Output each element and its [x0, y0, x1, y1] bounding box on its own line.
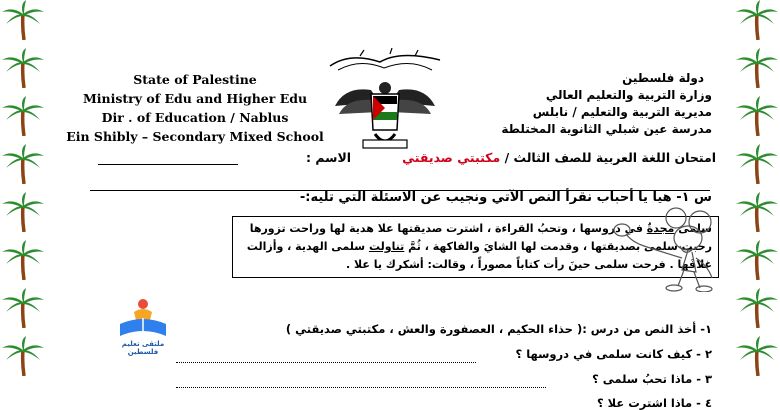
- question-3: ٣ - ماذا تحبُ سلمى ؟: [592, 372, 712, 386]
- question-4: ٤ - ماذا اشترت علا ؟: [596, 396, 712, 410]
- header-english: [60, 70, 330, 146]
- answer-line-2: [176, 361, 476, 363]
- header-ar-line-2: وزارة التربية والتعليم العالي: [545, 88, 712, 102]
- name-blank-line: [98, 164, 238, 165]
- passage-underlined-word: تناولت: [368, 240, 405, 253]
- question-main: س ١- هيا يا أحباب نقرأ النص الآتي ونجيب عن الاسئلة التي تليه:-: [299, 190, 712, 205]
- palm-tree-icon: [0, 240, 46, 280]
- mickey-mouse-drawing: [592, 206, 724, 292]
- header-ar-line-3: مديرية التربية والتعليم / نابلس: [532, 105, 712, 119]
- palm-tree-icon: [0, 192, 46, 232]
- palm-tree-icon: [734, 240, 780, 280]
- palm-tree-icon: [0, 48, 46, 88]
- palm-border-right: [734, 0, 780, 405]
- palm-tree-icon: [734, 192, 780, 232]
- palm-tree-icon: [734, 144, 780, 184]
- exam-title-text: امتحان اللغة العربية للصف الثالث /: [504, 150, 716, 165]
- header-en-line-1: State of Palestine: [133, 72, 257, 87]
- passage-text: سلمى: [674, 222, 712, 235]
- palm-tree-icon: [734, 48, 780, 88]
- palm-border-left: [0, 0, 46, 405]
- palm-tree-icon: [0, 288, 46, 328]
- palm-tree-icon: [0, 336, 46, 376]
- palm-tree-icon: [0, 144, 46, 184]
- palm-tree-icon: [734, 96, 780, 136]
- palm-tree-icon: [0, 96, 46, 136]
- passage-line-3: غلافَها . فرحت سلمى حينَ رأت كتاباً مصوراً ، وقالت: أشكرك يا علا .: [346, 258, 712, 271]
- forum-logo: [112, 296, 174, 342]
- header-en-line-4: Ein Shibly – Secondary Mixed School: [66, 129, 324, 144]
- exam-title: [402, 150, 716, 165]
- palm-tree-icon: [734, 0, 780, 40]
- header-ar-line-4: مدرسة عين شبلي الثانوية المختلطة: [501, 122, 712, 136]
- passage-text: رحبت سلمى بصديقتها ، وقدمت لها الشايَ والفاكهة ، ثُمَّ: [404, 240, 712, 253]
- exam-lesson-title: مكتبتي صديقتي: [402, 150, 501, 165]
- answer-line-3: [176, 386, 546, 388]
- header-en-line-3: Dir . of Education / Nablus: [101, 110, 289, 125]
- header-en-line-2: Ministry of Edu and Higher Edu: [82, 91, 308, 106]
- header-arabic: [482, 70, 712, 138]
- palm-tree-icon: [734, 288, 780, 328]
- palm-tree-icon: [0, 0, 46, 40]
- question-2: ٢ - كيف كانت سلمى في دروسها ؟: [515, 347, 712, 361]
- exam-header-line: [66, 150, 716, 170]
- passage-underlined-word: مجدةٌ: [646, 222, 675, 235]
- palestine-eagle-emblem: [320, 48, 450, 160]
- passage-text: في دروسها ، وتحبُ القراءة ، اشترت صديقتها علا هدية لها وراحت تزورها: [249, 222, 647, 235]
- header-ar-line-1: دولة فلسطين: [622, 71, 704, 85]
- forum-logo-text: ملتقى تعليم فلسطين: [121, 340, 165, 356]
- name-label: الاسم :: [306, 150, 352, 165]
- question-1: ١- أخذ النص من درس :( حذاء الحكيم ، العصفورة والعش ، مكتبتي صديقتي ): [285, 322, 712, 336]
- palm-tree-icon: [734, 336, 780, 376]
- passage-text: سلمى الهدية ، وأزالت: [246, 240, 369, 253]
